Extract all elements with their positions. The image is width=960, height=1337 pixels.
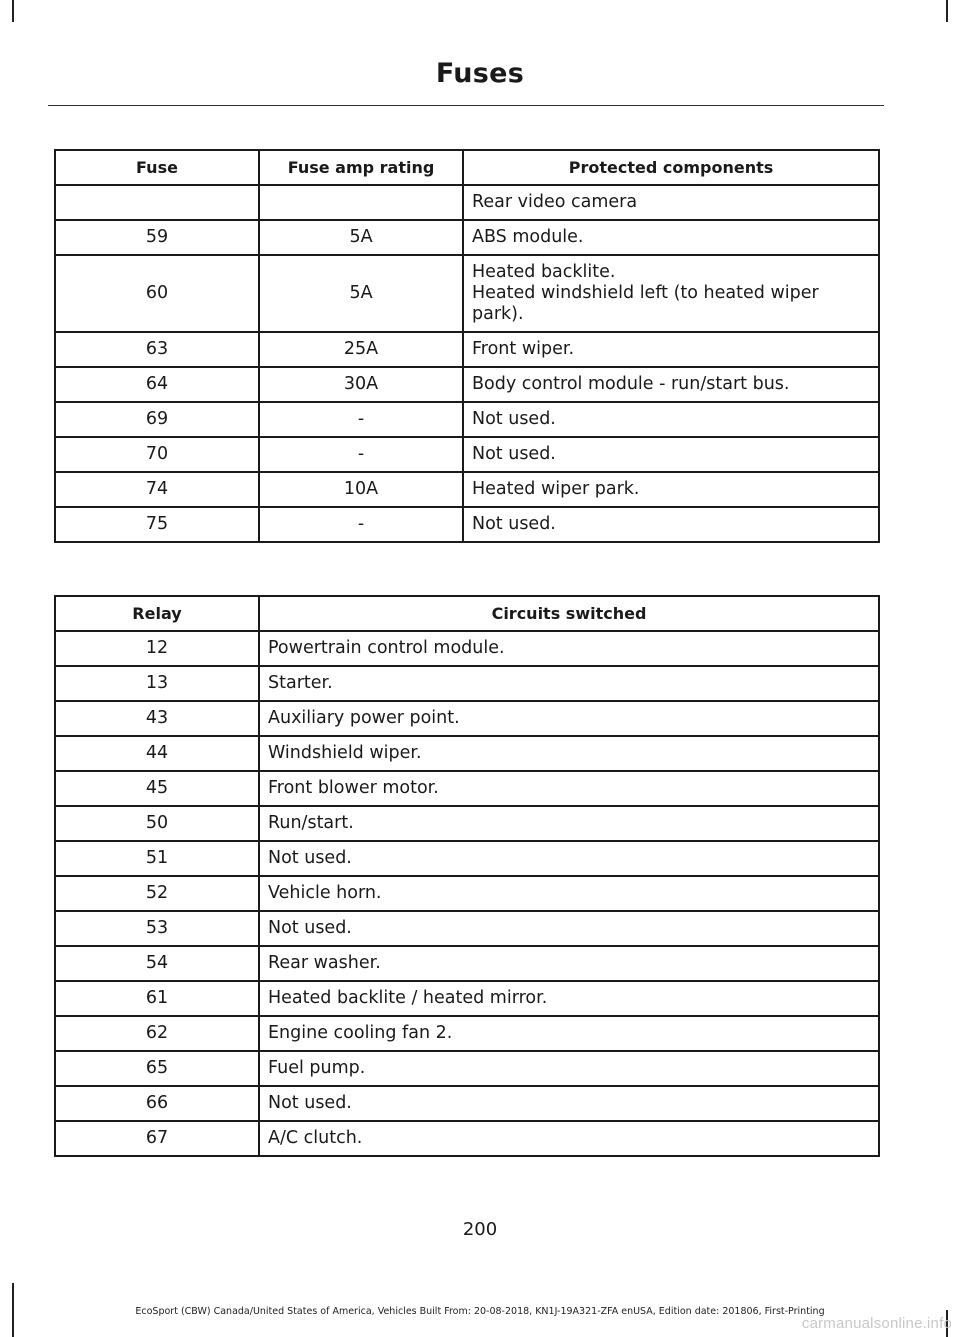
protected-components: ABS module.	[463, 220, 879, 255]
table-row	[55, 1121, 879, 1156]
table-row	[55, 402, 879, 437]
circuit-switched: Auxiliary power point.	[259, 701, 879, 736]
table-row	[55, 666, 879, 701]
circuit-switched: Front blower motor.	[259, 771, 879, 806]
column-header-relay: Relay	[55, 596, 259, 631]
page-title: Fuses	[435, 58, 525, 89]
table-row	[55, 1051, 879, 1086]
protected-components: Not used.	[463, 507, 879, 542]
relay-number: 67	[55, 1121, 259, 1156]
table-row	[55, 1086, 879, 1121]
circuit-switched: Vehicle horn.	[259, 876, 879, 911]
relay-number: 50	[55, 806, 259, 841]
fuse-number: 60	[55, 255, 259, 332]
circuit-switched: Powertrain control module.	[259, 631, 879, 666]
table-row	[55, 220, 879, 255]
table-row	[55, 472, 879, 507]
fuse-number: 59	[55, 220, 259, 255]
fuse-number	[55, 185, 259, 220]
protected-components: Not used.	[463, 437, 879, 472]
protected-components: Not used.	[463, 402, 879, 437]
relay-number: 62	[55, 1016, 259, 1051]
fuse-table	[54, 149, 880, 543]
table-row	[55, 911, 879, 946]
relay-number: 61	[55, 981, 259, 1016]
protected-components: Front wiper.	[463, 332, 879, 367]
relay-number: 45	[55, 771, 259, 806]
column-header-circuits-switched: Circuits switched	[259, 596, 879, 631]
table-row	[55, 332, 879, 367]
fuse-amp-rating: 30A	[259, 367, 463, 402]
table-row	[55, 507, 879, 542]
circuit-switched: Not used.	[259, 841, 879, 876]
relay-number: 53	[55, 911, 259, 946]
fuse-amp-rating: 5A	[259, 255, 463, 332]
protected-components: Rear video camera	[463, 185, 879, 220]
fuse-amp-rating: -	[259, 437, 463, 472]
protected-components	[463, 255, 879, 332]
relay-number: 13	[55, 666, 259, 701]
crop-mark-top-right-vertical	[946, 0, 948, 22]
fuse-amp-rating: 5A	[259, 220, 463, 255]
watermark: carmanualsonline.info	[801, 1315, 952, 1332]
fuse-number: 64	[55, 367, 259, 402]
relay-number: 52	[55, 876, 259, 911]
table-row	[55, 701, 879, 736]
fuse-amp-rating	[259, 185, 463, 220]
protected-component-line: Heated windshield left (to heated wiper park).	[472, 283, 819, 324]
page-number: 200	[462, 1219, 498, 1240]
column-header-fuse-amp-rating: Fuse amp rating	[259, 150, 463, 185]
circuit-switched: Starter.	[259, 666, 879, 701]
protected-components: Heated wiper park.	[463, 472, 879, 507]
circuit-switched: Rear washer.	[259, 946, 879, 981]
relay-number: 51	[55, 841, 259, 876]
edition-footer: EcoSport (CBW) Canada/United States of America, Vehicles Built From: 20-08-2018, KN1J-19A321-ZFA enUSA, Edition date: 201806, First-Printing	[135, 1306, 825, 1317]
protected-components: Body control module - run/start bus.	[463, 367, 879, 402]
relay-number: 65	[55, 1051, 259, 1086]
fuse-table-header-row	[55, 150, 879, 185]
table-row	[55, 367, 879, 402]
title-divider	[48, 105, 884, 106]
fuse-amp-rating: -	[259, 402, 463, 437]
fuse-amp-rating: 10A	[259, 472, 463, 507]
fuse-number: 75	[55, 507, 259, 542]
table-row	[55, 841, 879, 876]
relay-number: 66	[55, 1086, 259, 1121]
table-row	[55, 631, 879, 666]
fuse-number: 63	[55, 332, 259, 367]
relay-number: 43	[55, 701, 259, 736]
table-row	[55, 806, 879, 841]
table-row	[55, 736, 879, 771]
circuit-switched: Engine cooling fan 2.	[259, 1016, 879, 1051]
relay-number: 54	[55, 946, 259, 981]
table-row	[55, 1016, 879, 1051]
table-row	[55, 981, 879, 1016]
circuit-switched: Not used.	[259, 1086, 879, 1121]
circuit-switched: Heated backlite / heated mirror.	[259, 981, 879, 1016]
column-header-fuse: Fuse	[55, 150, 259, 185]
relay-number: 44	[55, 736, 259, 771]
circuit-switched: Run/start.	[259, 806, 879, 841]
column-header-protected-components: Protected components	[463, 150, 879, 185]
fuse-number: 70	[55, 437, 259, 472]
circuit-switched: Fuel pump.	[259, 1051, 879, 1086]
circuit-switched: Windshield wiper.	[259, 736, 879, 771]
fuse-amp-rating: -	[259, 507, 463, 542]
table-row	[55, 185, 879, 220]
relay-table-header-row	[55, 596, 879, 631]
circuit-switched: Not used.	[259, 911, 879, 946]
crop-mark-top-left-vertical	[12, 0, 14, 22]
table-row	[55, 876, 879, 911]
table-row	[55, 771, 879, 806]
protected-component-line: Heated backlite.	[472, 262, 616, 282]
fuse-number: 69	[55, 402, 259, 437]
table-row	[55, 437, 879, 472]
fuse-amp-rating: 25A	[259, 332, 463, 367]
circuit-switched: A/C clutch.	[259, 1121, 879, 1156]
table-row	[55, 946, 879, 981]
fuse-number: 74	[55, 472, 259, 507]
table-row	[55, 255, 879, 332]
relay-number: 12	[55, 631, 259, 666]
relay-table	[54, 595, 880, 1157]
